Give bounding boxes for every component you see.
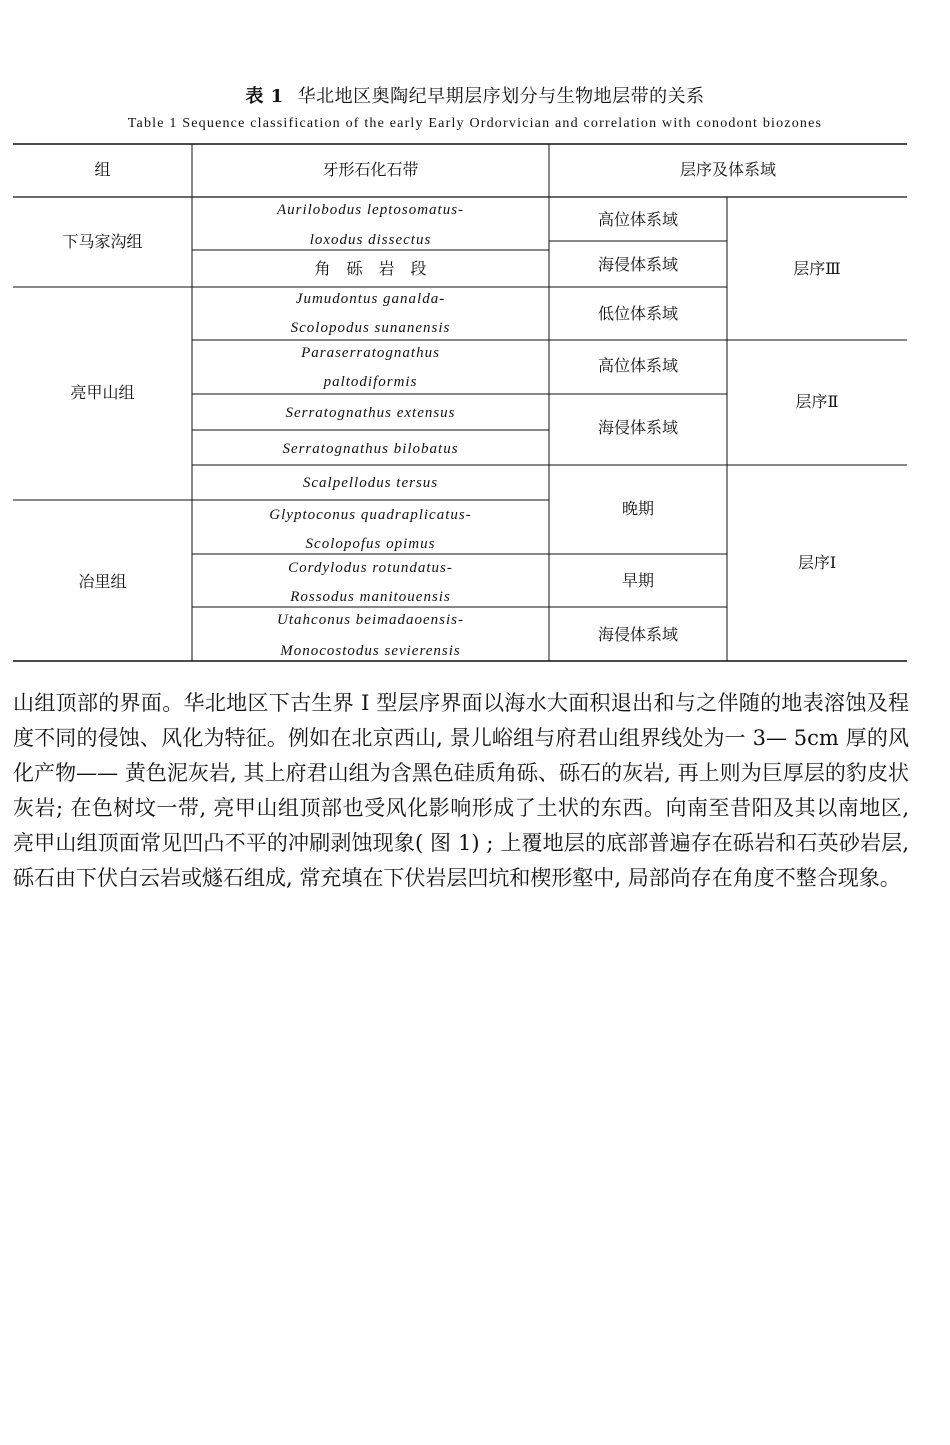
table-title-cn: 华北地区奥陶纪早期层序划分与生物地层带的关系 (297, 86, 705, 107)
paragraph-text: 山组顶部的界面。华北地区下古生界 I 型层序界面以海水大面积退出和与之伴随的地表溶蚀及程度不同的侵蚀、风化为特征。例如在北京西山, 景儿峪组与府君山组界线处为一 3— 5cm 厚的风化产物—— 黄色泥灰岩, 其上府君山组为含黑色硅质角砾、砾石的灰岩, 再上则为巨厚层的豹皮状灰岩; 在色树坟一带, 亮甲山组顶部也受风化影响形成了土状的东西。向南至昔阳及其以南地区, 亮甲山组顶面常见凹凸不平的冲刷剥蚀现象( 图 1) ; 上覆地层的底部普遍存在砾岩和石英砂岩层, 砾石由下伏白云岩或燧石组成, 常充填在下伏岩层凹坑和楔形壑中, 局部尚存在角度不整合现象。 (13, 691, 909, 890)
systems-tract: 海侵体系域 (597, 255, 678, 274)
systems-tract: 晚期 (621, 499, 654, 518)
biozone-line: Rossodus manitouensis (290, 589, 451, 605)
header-sequence: 层序及体系域 (679, 160, 776, 179)
header-formation: 组 (94, 160, 111, 179)
body-paragraph (13, 686, 909, 896)
biozone-line: Monocostodus sevierensis (280, 643, 461, 659)
sequence-2: 层序Ⅱ (795, 392, 839, 411)
systems-tract: 高位体系域 (597, 210, 678, 229)
systems-tract: 海侵体系域 (597, 625, 678, 644)
formation-xiamajiagou: 下马家沟组 (62, 232, 143, 251)
biozone-line: Cordylodus rotundatus- (288, 560, 453, 576)
biozone-line: Serratognathus extensus (285, 405, 456, 421)
formation-liangjiashan: 亮甲山组 (70, 383, 135, 402)
biozone-line: Serratognathus bilobatus (282, 441, 459, 457)
table-caption-en: Table 1 Sequence classification of the early Early Ordorvician and correlation with conodont biozones (127, 116, 823, 131)
systems-tract: 低位体系域 (597, 304, 678, 323)
systems-tract: 海侵体系域 (597, 418, 678, 437)
biozone-line: Scolopofus opimus (305, 536, 436, 552)
systems-tract: 高位体系域 (597, 356, 678, 375)
biozone-line: Scalpellodus tersus (302, 475, 439, 491)
systems-tract: 早期 (621, 571, 654, 590)
biozone-line: Aurilobodus leptosomatus- (276, 202, 465, 218)
biozone-line: Scolopodus sunanensis (290, 320, 451, 336)
table-label: 表 1 (245, 86, 284, 107)
biozone-line: Glyptoconus quadraplicatus- (269, 507, 472, 523)
sequence-1: 层序Ⅰ (797, 553, 837, 572)
header-biozone: 牙形石化石带 (322, 160, 419, 179)
biozone-line: paltodiformis (323, 374, 418, 390)
biozone-line: loxodus dissectus (309, 232, 432, 248)
sequence-3: 层序Ⅲ (793, 259, 841, 278)
biozone-breccia: 角 砾 岩 段 (314, 259, 427, 278)
formation-yeli: 冶里组 (78, 572, 127, 591)
biozone-line: Paraserratognathus (301, 345, 440, 361)
biozone-line: Utahconus beimadaoensis- (277, 612, 464, 628)
biozone-line: Jumudontus ganalda- (295, 291, 446, 307)
